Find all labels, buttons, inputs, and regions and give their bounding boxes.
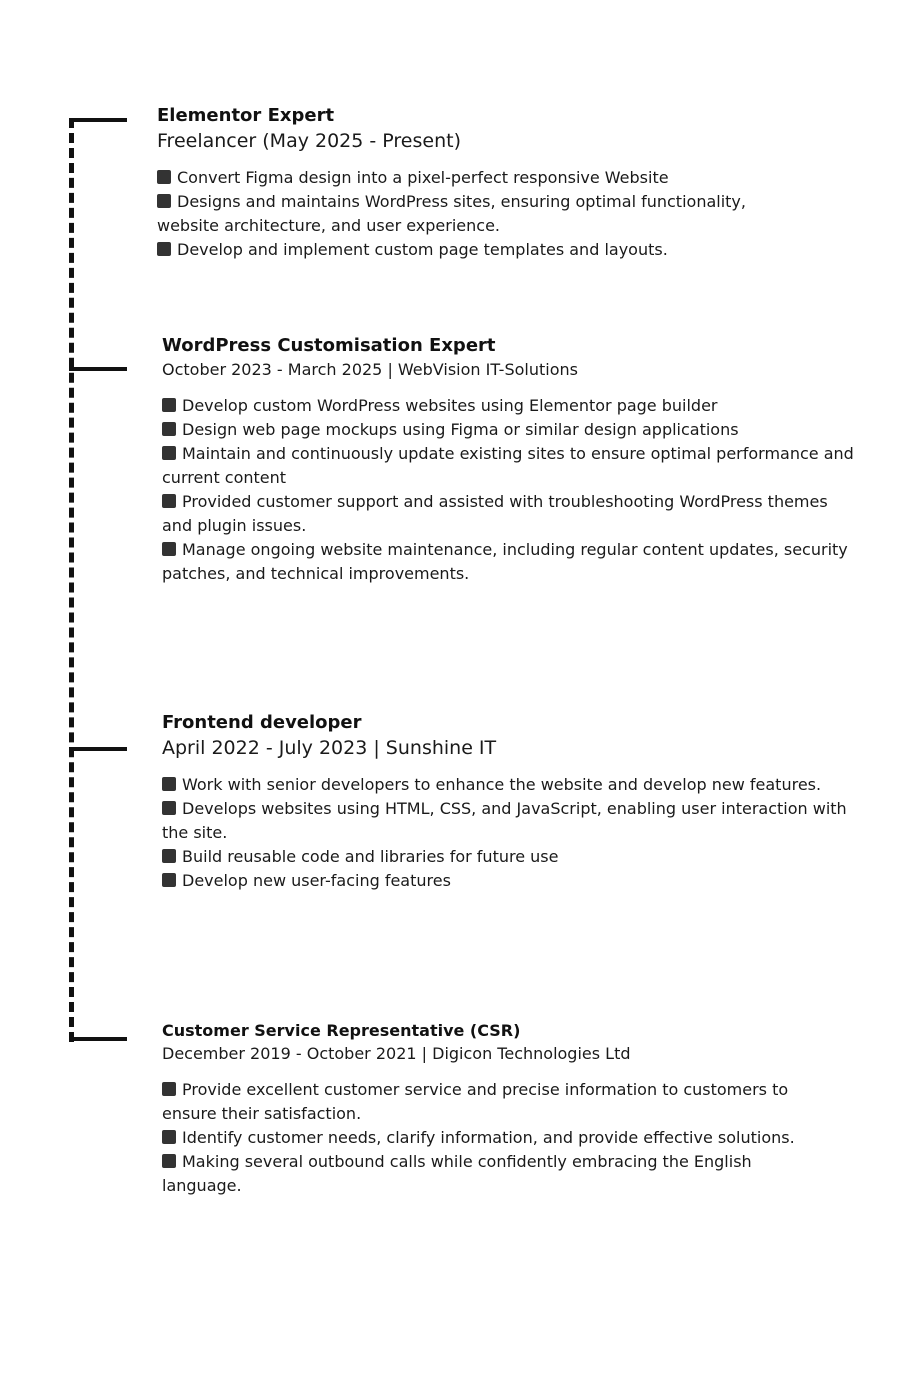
job-title: Elementor Expert: [157, 105, 335, 126]
square-bullet-icon: [162, 398, 176, 412]
square-bullet-icon: [157, 194, 171, 208]
job-title: Frontend developer: [162, 712, 362, 733]
square-bullet-icon: [162, 494, 176, 508]
square-bullet-icon: [162, 801, 176, 815]
experience-entry: [162, 711, 862, 893]
experience-entry: [157, 104, 857, 262]
job-meta: April 2022 - July 2023 | Sunshine IT: [162, 737, 497, 759]
square-bullet-icon: [162, 422, 176, 436]
job-title: WordPress Customisation Expert: [162, 335, 496, 356]
list-item: Develop new user-facing features: [162, 869, 852, 893]
timeline-marker: [69, 367, 127, 371]
bullet-list: [162, 773, 852, 893]
list-item: Making several outbound calls while confidently embracing the English language.: [162, 1152, 752, 1195]
list-item: Develops websites using HTML, CSS, and JavaScript, enabling user interaction with the site.: [162, 799, 847, 842]
list-item: Manage ongoing website maintenance, including regular content updates, security patches, and technical improvements.: [162, 540, 848, 583]
list-item: Maintain and continuously update existing sites to ensure optimal performance and current content: [162, 444, 854, 487]
list-item: Provide excellent customer service and precise information to customers to ensure their satisfaction.: [162, 1080, 789, 1123]
list-item: Design web page mockups using Figma or similar design applications: [162, 418, 862, 442]
square-bullet-icon: [162, 1154, 176, 1168]
timeline-marker: [69, 747, 127, 751]
square-bullet-icon: [157, 242, 171, 256]
job-meta: Freelancer (May 2025 - Present): [157, 130, 461, 152]
timeline-marker: [69, 1037, 127, 1041]
list-item: Develop and implement custom page templates and layouts.: [157, 238, 797, 262]
square-bullet-icon: [162, 1130, 176, 1144]
square-bullet-icon: [162, 542, 176, 556]
job-title: Customer Service Representative (CSR): [162, 1021, 521, 1040]
list-item: Provided customer support and assisted with troubleshooting WordPress themes and plugin issues.: [162, 492, 828, 535]
list-item: Work with senior developers to enhance the website and develop new features.: [162, 773, 852, 797]
bullet-list: [162, 394, 862, 586]
square-bullet-icon: [162, 849, 176, 863]
job-meta: October 2023 - March 2025 | WebVision IT-Solutions: [162, 360, 578, 379]
list-item: Build reusable code and libraries for future use: [162, 845, 852, 869]
experience-entry: [162, 1020, 862, 1198]
bullet-list: [162, 1078, 812, 1198]
list-item: Designs and maintains WordPress sites, ensuring optimal functionality, website architecture, and user experience.: [157, 192, 746, 235]
timeline-line: [69, 118, 74, 1042]
square-bullet-icon: [162, 446, 176, 460]
square-bullet-icon: [162, 777, 176, 791]
bullet-list: [157, 166, 797, 262]
list-item: Convert Figma design into a pixel-perfect responsive Website: [157, 166, 797, 190]
job-meta: December 2019 - October 2021 | Digicon Technologies Ltd: [162, 1044, 631, 1063]
experience-entry: [162, 334, 862, 586]
square-bullet-icon: [162, 873, 176, 887]
timeline-marker: [69, 118, 127, 122]
list-item: Identify customer needs, clarify information, and provide effective solutions.: [162, 1126, 812, 1150]
list-item: Develop custom WordPress websites using Elementor page builder: [162, 394, 862, 418]
square-bullet-icon: [157, 170, 171, 184]
square-bullet-icon: [162, 1082, 176, 1096]
